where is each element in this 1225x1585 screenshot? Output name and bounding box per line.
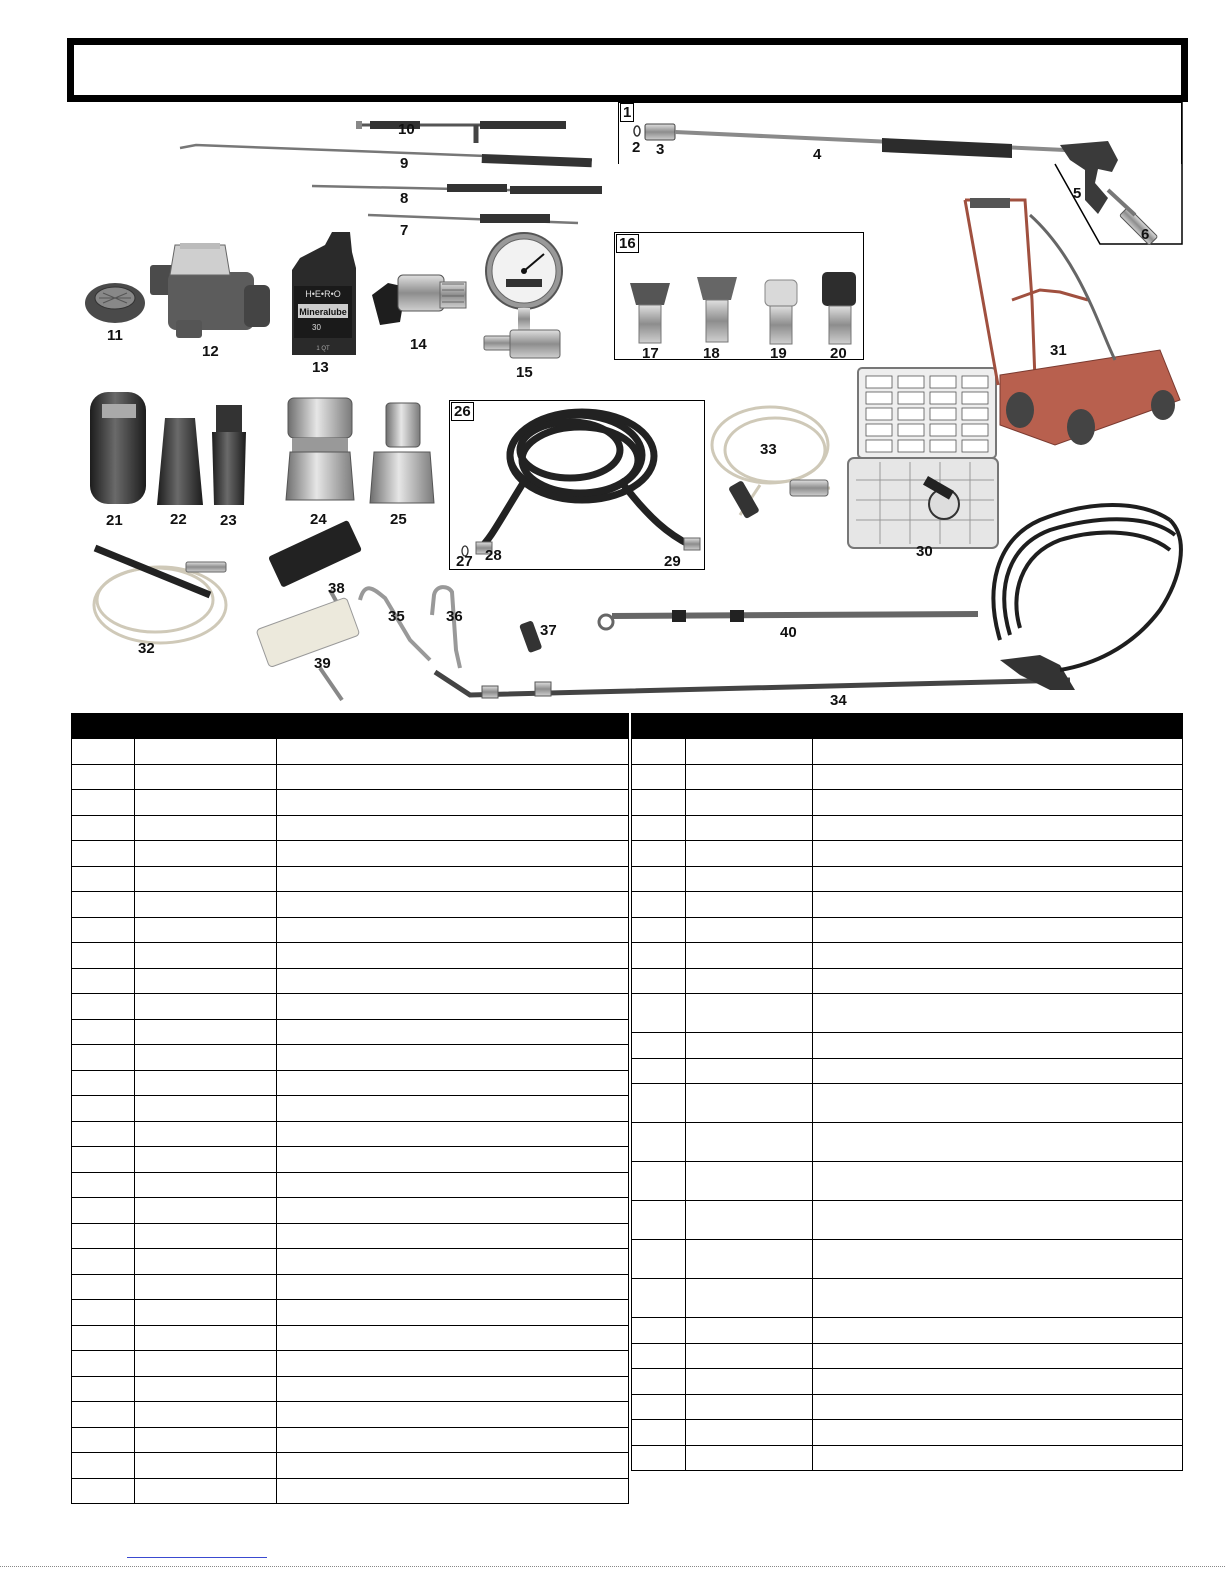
- parts-illustration: [0, 0, 1225, 712]
- table-row: [72, 1274, 629, 1300]
- callout-32: 32: [138, 640, 155, 657]
- table-row: [632, 1033, 1183, 1059]
- table-row: [72, 739, 629, 765]
- callout-13: 13: [312, 359, 329, 376]
- table-header-row: [72, 714, 629, 739]
- table-row: [72, 1070, 629, 1096]
- callout-8: 8: [400, 190, 409, 207]
- table-row: [632, 1420, 1183, 1446]
- table-row: [72, 892, 629, 918]
- table-row: [72, 815, 629, 841]
- oil-name-text: Mineralube: [299, 307, 347, 317]
- table-row: [72, 1096, 629, 1122]
- table-row: [632, 1394, 1183, 1420]
- table-row: [632, 739, 1183, 765]
- callout-21: 21: [106, 512, 123, 529]
- table-row: [632, 1240, 1183, 1279]
- item-12-shape: [150, 243, 270, 338]
- callout-35: 35: [388, 608, 405, 625]
- item-15-shape: [484, 233, 562, 358]
- table-row: [632, 994, 1183, 1033]
- table-row: [632, 841, 1183, 867]
- table-row: [632, 764, 1183, 790]
- table-row: [632, 892, 1183, 918]
- callout-17: 17: [642, 345, 659, 362]
- parts-table-left: [71, 713, 629, 1504]
- table-row: [72, 1019, 629, 1045]
- table-row: [632, 866, 1183, 892]
- table-row: [72, 1198, 629, 1224]
- callout-27: 27: [456, 553, 473, 570]
- oil-brand-text: H•E•R•O: [305, 289, 341, 299]
- table-row: [632, 1201, 1183, 1240]
- callout-36: 36: [446, 608, 463, 625]
- table-header-cell: [72, 714, 629, 739]
- callout-19: 19: [770, 345, 787, 362]
- table-row: [632, 1369, 1183, 1395]
- callout-9: 9: [400, 155, 409, 172]
- table-row: [72, 994, 629, 1020]
- items-17-20-shape: [630, 272, 856, 344]
- table-row: [72, 1427, 629, 1453]
- table-row: [72, 1045, 629, 1071]
- table-row: [72, 764, 629, 790]
- table-row: [632, 917, 1183, 943]
- callout-31: 31: [1050, 342, 1067, 359]
- callout-37: 37: [540, 622, 557, 639]
- item-13-shape: [292, 232, 356, 355]
- table-row: [632, 1343, 1183, 1369]
- table-row: [72, 1147, 629, 1173]
- table-row: [632, 968, 1183, 994]
- item-32-shape: [94, 567, 226, 643]
- callout-40: 40: [780, 624, 797, 641]
- callout-24: 24: [310, 511, 327, 528]
- table-row: [72, 1325, 629, 1351]
- callout-25: 25: [390, 511, 407, 528]
- table-row: [632, 1123, 1183, 1162]
- item-11-shape: [85, 283, 145, 323]
- table-row: [632, 1162, 1183, 1201]
- oil-size-text: 1 QT: [316, 346, 330, 352]
- items-21-23-shape: [90, 392, 246, 505]
- callout-6: 6: [1141, 226, 1150, 243]
- callout-20: 20: [830, 345, 847, 362]
- table-row: [632, 1318, 1183, 1344]
- item-33-shape: [712, 407, 830, 515]
- table-row: [72, 790, 629, 816]
- table-row: [72, 1376, 629, 1402]
- callout-2: 2: [632, 139, 641, 156]
- table-header-cell: [632, 714, 1183, 739]
- table-row: [72, 1351, 629, 1377]
- wand-9-shape: [180, 145, 592, 167]
- table-row: [632, 1058, 1183, 1084]
- table-row: [632, 1084, 1183, 1123]
- table-row: [632, 790, 1183, 816]
- table-row: [632, 815, 1183, 841]
- table-row: [72, 1249, 629, 1275]
- table-row: [72, 1223, 629, 1249]
- item-26-hose-shape: [480, 412, 690, 548]
- table-row: [72, 968, 629, 994]
- table-row: [632, 1279, 1183, 1318]
- table-row: [72, 841, 629, 867]
- callout-10: 10: [398, 121, 415, 138]
- callout-12: 12: [202, 343, 219, 360]
- callout-5: 5: [1073, 185, 1082, 202]
- oil-grade-text: 30: [312, 323, 321, 332]
- item-34-shape: [435, 505, 1181, 698]
- callout-14: 14: [410, 336, 427, 353]
- wand-8-shape: [312, 184, 602, 194]
- label-box-1: 1: [620, 103, 634, 122]
- parts-table-right: [631, 713, 1183, 1471]
- callout-39: 39: [314, 655, 331, 672]
- table-row: [72, 1402, 629, 1428]
- callout-28: 28: [485, 547, 502, 564]
- table-row: [72, 917, 629, 943]
- callout-15: 15: [516, 364, 533, 381]
- table-row: [72, 1172, 629, 1198]
- wand-10-shape: [356, 121, 566, 143]
- label-box-26: 26: [451, 402, 474, 421]
- callout-23: 23: [220, 512, 237, 529]
- item-30-shape: [848, 368, 998, 548]
- callout-38: 38: [328, 580, 345, 597]
- table-row: [632, 943, 1183, 969]
- callout-34: 34: [830, 692, 847, 709]
- table-row: [72, 866, 629, 892]
- callout-22: 22: [170, 511, 187, 528]
- callout-4: 4: [813, 146, 822, 163]
- table-row: [72, 1478, 629, 1504]
- table-row: [72, 1121, 629, 1147]
- callout-29: 29: [664, 553, 681, 570]
- callout-33: 33: [760, 441, 777, 458]
- callout-30: 30: [916, 543, 933, 560]
- callout-3: 3: [656, 141, 665, 158]
- callout-11: 11: [107, 327, 123, 344]
- label-box-16: 16: [616, 234, 639, 253]
- item-14-shape: [372, 275, 466, 325]
- table-row: [632, 1445, 1183, 1471]
- items-24-25-shape: [286, 398, 434, 503]
- footer-dotted-line: [0, 1566, 1225, 1568]
- table-row: [72, 1453, 629, 1479]
- link-underline: [127, 1557, 267, 1558]
- callout-7: 7: [400, 222, 409, 239]
- callout-18: 18: [703, 345, 720, 362]
- table-row: [72, 943, 629, 969]
- table-row: [72, 1300, 629, 1326]
- table-header-row: [632, 714, 1183, 739]
